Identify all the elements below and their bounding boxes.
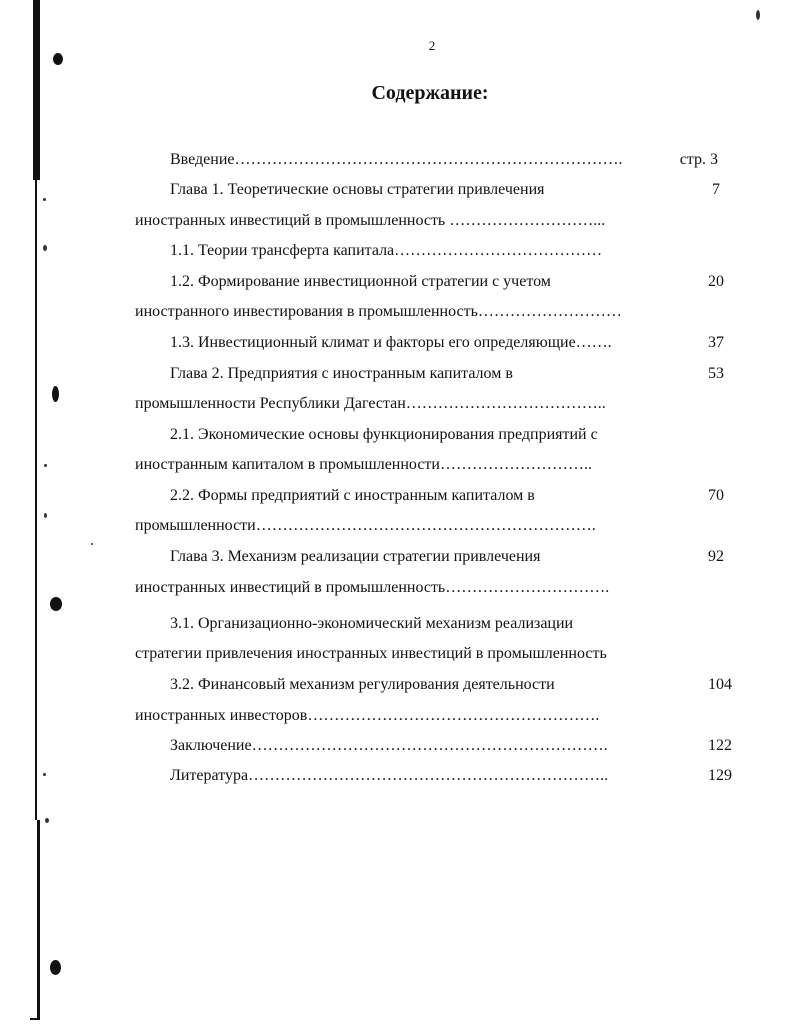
toc-entry-chapter-1-cont: иностранных инвестиций в промышленность ………………………... [135, 212, 606, 229]
toc-entry-chapter-3-cont: иностранных инвестиций в промышленность…………………………. [135, 579, 610, 596]
toc-entry-introduction: Введение………………………………………………………………. [170, 151, 623, 168]
toc-entry-section-2-2-cont: промышленности………………………………………………………. [135, 517, 596, 534]
toc-entry-chapter-3: Глава 3. Механизм реализации стратегии привлечения [170, 548, 541, 565]
toc-page-section-1-3: 37 [708, 334, 724, 351]
scan-edge-bottom [37, 820, 40, 1020]
toc-entry-references: Литература………………………………………………………….. [170, 767, 609, 784]
ink-blot-3 [50, 597, 62, 611]
toc-entry-section-1-2-cont: иностранного инвестирования в промышленность……………………… [135, 303, 622, 320]
toc-page-section-3-2: 104 [708, 676, 732, 693]
page-number: 2 [428, 38, 436, 53]
toc-entry-section-1-3: 1.3. Инвестиционный климат и факторы его определяющие……. [170, 334, 612, 351]
toc-entry-section-3-2: 3.2. Финансовый механизм регулирования деятельности [170, 676, 555, 693]
toc-entry-chapter-2-cont: промышленности Республики Дагестан……………………………….. [135, 395, 606, 412]
toc-page-section-1-2: 20 [708, 273, 724, 290]
speck-5 [43, 773, 46, 776]
toc-entry-section-2-1: 2.1. Экономические основы функционирования предприятий с [170, 426, 598, 443]
speck-6 [45, 818, 49, 823]
ink-blot-1 [53, 53, 63, 65]
ink-blot-2 [52, 386, 59, 402]
scan-edge-middle [35, 180, 37, 820]
speck-3 [44, 464, 47, 467]
toc-page-introduction: стр. 3 [679, 151, 718, 168]
toc-entry-conclusion: Заключение…………………………………………………………. [170, 737, 608, 754]
toc-entry-section-1-2: 1.2. Формирование инвестиционной стратегии с учетом [170, 273, 551, 290]
toc-entry-section-3-1-cont: стратегии привлечения иностранных инвестиций в промышленность [135, 645, 607, 662]
toc-page-chapter-1: 7 [712, 181, 720, 198]
toc-entry-chapter-1: Глава 1. Теоретические основы стратегии привлечения [170, 181, 545, 198]
toc-title: Содержание: [371, 82, 489, 104]
ink-blot-4 [50, 960, 61, 975]
speck-1 [43, 198, 46, 201]
scan-edge-foot [30, 1018, 40, 1020]
toc-page-chapter-3: 92 [708, 548, 724, 565]
speck-8 [756, 10, 760, 20]
toc-page-references: 129 [708, 767, 732, 784]
toc-page-chapter-2: 53 [708, 365, 724, 382]
toc-entry-section-3-2-cont: иностранных инвесторов………………………………………………. [135, 707, 600, 724]
speck-7 [91, 543, 93, 545]
toc-entry-section-3-1: 3.1. Организационно-экономический механизм реализации [170, 615, 574, 632]
toc-page-section-2-2: 70 [708, 487, 724, 504]
toc-entry-section-2-2: 2.2. Формы предприятий с иностранным капиталом в [170, 487, 535, 504]
scan-edge-top [33, 0, 40, 180]
toc-entry-chapter-2: Глава 2. Предприятия с иностранным капиталом в [170, 365, 513, 382]
speck-2 [43, 245, 47, 251]
speck-4 [44, 513, 47, 518]
toc-page-conclusion: 122 [708, 737, 732, 754]
toc-entry-section-2-1-cont: иностранным капиталом в промышленности……………………….. [135, 456, 592, 473]
toc-entry-section-1-1: 1.1. Теории трансферта капитала………………………………… [170, 242, 603, 259]
